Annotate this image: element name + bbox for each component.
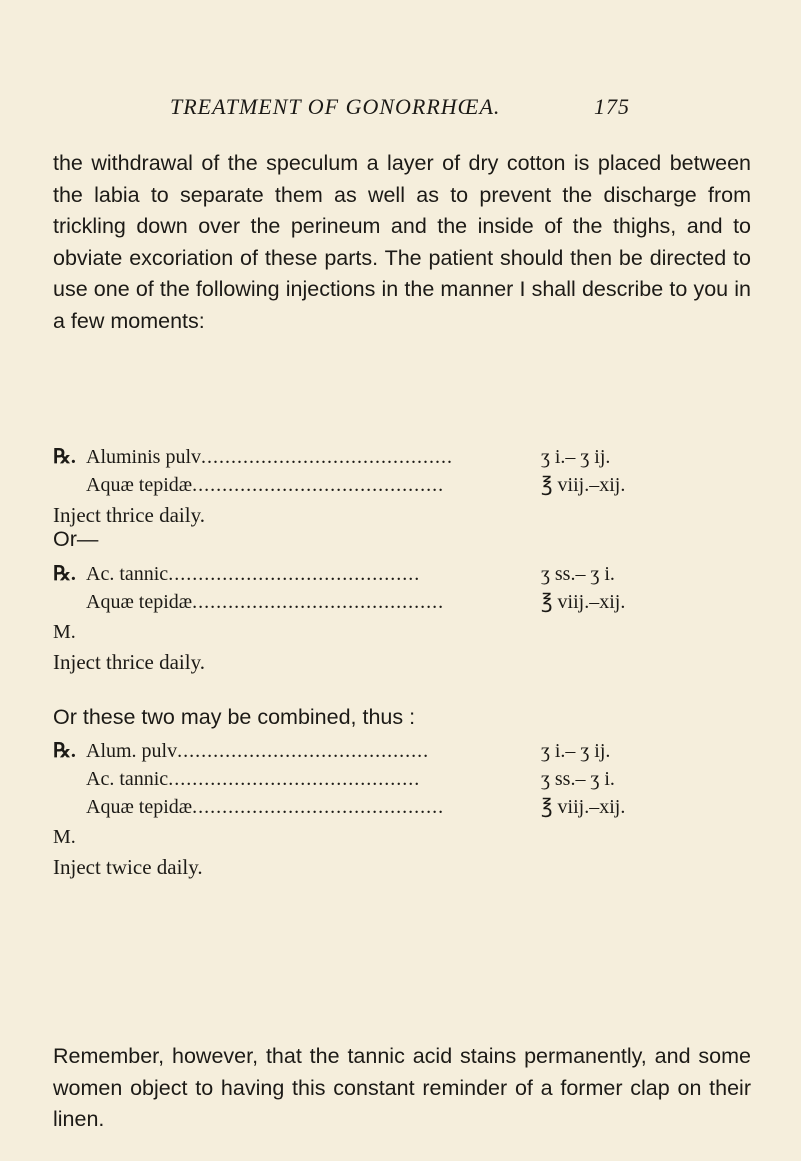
ingredient-name: Alum. pulv xyxy=(86,740,178,762)
ingredient-quantity: ʒ ss.– ʒ i. xyxy=(541,768,615,790)
ingredient-quantity: ℥ viij.–xij. xyxy=(541,474,626,496)
leader-dots: .......................................... xyxy=(177,740,430,762)
combination-note: Or these two may be combined, thus : xyxy=(53,705,416,729)
rx-line xyxy=(86,588,646,616)
rx-direction: Inject thrice daily. xyxy=(53,650,205,674)
recipe-symbol: ℞. xyxy=(53,563,76,585)
ingredient-quantity: ℥ viij.–xij. xyxy=(541,591,626,613)
ingredient-name: Ac. tannic xyxy=(86,768,169,790)
rx-line xyxy=(53,737,646,765)
rx-line xyxy=(53,443,646,471)
ingredient-name: Aquæ tepidæ xyxy=(86,796,193,818)
leader-dots: .......................................... xyxy=(201,446,454,468)
ingredient-quantity: ʒ i.– ʒ ij. xyxy=(541,740,611,762)
ingredient-name: Ac. tannic xyxy=(86,563,169,585)
leader-dots: .......................................... xyxy=(192,796,445,818)
ingredient-name: Aquæ tepidæ xyxy=(86,591,193,613)
leader-dots: .......................................... xyxy=(192,591,445,613)
page-number: 175 xyxy=(594,94,630,119)
ingredient-quantity: ʒ ss.– ʒ i. xyxy=(541,563,615,585)
misce-mark: M. xyxy=(53,621,76,643)
misce-mark: M. xyxy=(53,826,76,848)
ingredient-quantity: ʒ i.– ʒ ij. xyxy=(541,446,611,468)
running-header xyxy=(170,94,630,124)
ingredient-quantity: ℥ viij.–xij. xyxy=(541,796,626,818)
leader-dots: .......................................... xyxy=(192,474,445,496)
recipe-symbol: ℞. xyxy=(53,446,76,468)
ingredient-name: Aquæ tepidæ xyxy=(86,474,193,496)
leader-dots: .......................................... xyxy=(168,768,421,790)
rx-line xyxy=(86,765,646,793)
or-separator: Or— xyxy=(53,527,99,551)
rx-direction: Inject twice daily. xyxy=(53,855,203,879)
rx-direction: Inject thrice daily. xyxy=(53,503,205,527)
leader-dots: .......................................... xyxy=(168,563,421,585)
rx-line xyxy=(86,793,646,821)
body-paragraph: Remember, however, that the tannic acid stains permanently, and some women object to having this constant reminder of a former clap on their linen. xyxy=(53,1044,751,1132)
running-title: TREATMENT OF GONORRHŒA. xyxy=(170,94,501,119)
rx-line xyxy=(53,560,646,588)
recipe-symbol: ℞. xyxy=(53,740,76,762)
rx-line xyxy=(86,471,646,499)
ingredient-name: Aluminis pulv xyxy=(86,446,202,468)
body-paragraph: the withdrawal of the speculum a layer of dry cotton is placed between the labia to separate them as well as to prevent the discharge from trickling down over the perineum and the inside of the thighs, and to obviate excoriation of these parts. The patient should then be directed to use one of the following injections in the manner I shall describe to you in a few moments: xyxy=(53,151,751,333)
